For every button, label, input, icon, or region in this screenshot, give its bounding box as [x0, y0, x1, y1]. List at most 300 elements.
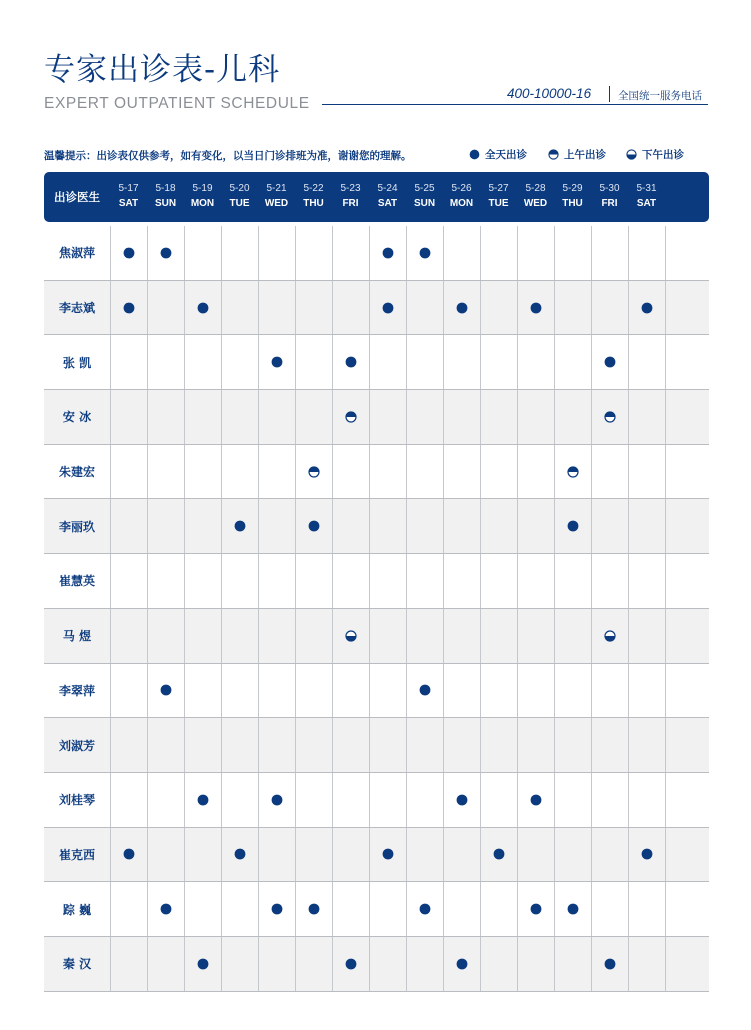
full-day-dot-icon	[419, 684, 431, 696]
day-header	[406, 182, 443, 211]
schedule-cell	[628, 882, 665, 936]
full-day-dot-icon	[160, 247, 172, 259]
schedule-cell	[295, 499, 332, 553]
schedule-cell	[332, 609, 369, 663]
full-day-dot-icon	[530, 903, 542, 915]
day-header	[517, 182, 554, 211]
schedule-cell	[258, 882, 295, 936]
schedule-cell	[258, 226, 295, 280]
full-day-dot-icon	[234, 520, 246, 532]
schedule-cell	[591, 445, 628, 499]
day-weekday: FRI	[601, 198, 618, 209]
full-day-dot-icon	[308, 520, 320, 532]
schedule-cell	[184, 609, 221, 663]
schedule-cell	[517, 226, 554, 280]
schedule-cell	[332, 937, 369, 991]
schedule-cell	[110, 828, 147, 882]
schedule-cell	[184, 281, 221, 335]
schedule-cell	[369, 882, 406, 936]
schedule-cell	[628, 718, 665, 772]
day-date: 5-23	[340, 183, 361, 194]
schedule-cell	[591, 281, 628, 335]
grid-end-line	[665, 828, 719, 882]
schedule-cell	[332, 335, 369, 389]
schedule-cell	[443, 445, 480, 499]
schedule-cell	[147, 554, 184, 608]
schedule-cell	[406, 937, 443, 991]
schedule-cell	[147, 281, 184, 335]
schedule-cell	[554, 664, 591, 718]
schedule-cell	[221, 773, 258, 827]
schedule-cell	[406, 773, 443, 827]
full-day-dot-icon	[271, 356, 283, 368]
notice-text: 温馨提示：出诊表仅供参考，如有变化，以当日门诊排班为准，谢谢您的理解。	[44, 150, 412, 162]
day-weekday: THU	[303, 198, 324, 209]
doctor-name: 崔慧英	[58, 574, 95, 589]
schedule-cell	[184, 718, 221, 772]
full-day-dot-icon	[271, 903, 283, 915]
schedule-cell	[554, 773, 591, 827]
day-header	[369, 182, 406, 211]
doctor-row	[44, 718, 709, 773]
day-header	[443, 182, 480, 211]
schedule-cell	[443, 828, 480, 882]
schedule-cell	[369, 335, 406, 389]
day-weekday: MON	[449, 198, 474, 209]
doctor-row	[44, 609, 709, 664]
full-day-dot-icon	[567, 520, 579, 532]
day-date: 5-25	[414, 183, 435, 194]
schedule-cell	[369, 554, 406, 608]
schedule-cell	[517, 390, 554, 444]
schedule-cell	[258, 390, 295, 444]
full-day-dot-icon	[641, 302, 653, 314]
full-day-dot-icon	[345, 356, 357, 368]
grid-end-line	[665, 718, 719, 772]
schedule-cell	[258, 499, 295, 553]
grid-end-line	[665, 609, 719, 663]
schedule-cell	[628, 609, 665, 663]
schedule-cell	[443, 773, 480, 827]
schedule-cell	[554, 499, 591, 553]
schedule-cell	[628, 664, 665, 718]
schedule-cell	[295, 390, 332, 444]
schedule-cell	[369, 773, 406, 827]
schedule-cell	[184, 937, 221, 991]
schedule-cell	[406, 499, 443, 553]
schedule-cell	[332, 554, 369, 608]
day-header	[147, 182, 184, 211]
schedule-cell	[369, 499, 406, 553]
grid-end-line	[665, 335, 719, 389]
grid-end-line	[665, 445, 719, 499]
schedule-cell	[628, 445, 665, 499]
schedule-header	[44, 172, 709, 222]
schedule-cell	[147, 828, 184, 882]
schedule-cell	[110, 281, 147, 335]
doctor-name: 朱建宏	[58, 465, 95, 480]
schedule-cell	[221, 390, 258, 444]
schedule-cell	[184, 828, 221, 882]
phone-separator	[609, 86, 610, 102]
schedule-cell	[480, 554, 517, 608]
schedule-cell	[628, 554, 665, 608]
day-date: 5-24	[377, 183, 398, 194]
schedule-cell	[147, 499, 184, 553]
day-header	[554, 182, 591, 211]
day-date: 5-26	[451, 183, 472, 194]
schedule-cell	[480, 226, 517, 280]
schedule-cell	[110, 937, 147, 991]
doctor-name: 刘桂琴	[58, 793, 95, 808]
schedule-cell	[517, 445, 554, 499]
full-day-dot-icon	[308, 903, 320, 915]
schedule-cell	[591, 773, 628, 827]
schedule-cell	[369, 937, 406, 991]
schedule-cell	[295, 335, 332, 389]
schedule-cell	[295, 281, 332, 335]
doctor-row	[44, 882, 709, 937]
doctor-row	[44, 390, 709, 445]
schedule-cell	[332, 390, 369, 444]
schedule-cell	[554, 609, 591, 663]
schedule-cell	[258, 773, 295, 827]
schedule-cell	[554, 281, 591, 335]
schedule-cell	[591, 609, 628, 663]
full-day-dot-icon	[567, 903, 579, 915]
schedule-cell	[628, 226, 665, 280]
schedule-cell	[369, 226, 406, 280]
full-day-dot-icon	[123, 302, 135, 314]
schedule-cell	[554, 445, 591, 499]
day-weekday: FRI	[342, 198, 359, 209]
schedule-cell	[221, 335, 258, 389]
schedule-cell	[480, 335, 517, 389]
schedule-cell	[406, 226, 443, 280]
schedule-cell	[258, 554, 295, 608]
full-day-dot-icon	[345, 958, 357, 970]
schedule-cell	[369, 828, 406, 882]
grid-end-line	[665, 226, 719, 280]
schedule-cell	[591, 718, 628, 772]
day-date: 5-18	[155, 183, 176, 194]
full-day-dot-icon	[197, 794, 209, 806]
schedule-cell	[369, 664, 406, 718]
full-day-dot-icon	[469, 149, 480, 160]
schedule-cell	[628, 281, 665, 335]
page-title: 专家出诊表-儿科	[44, 52, 281, 88]
full-day-dot-icon	[530, 302, 542, 314]
schedule-cell	[332, 445, 369, 499]
schedule-cell	[591, 499, 628, 553]
schedule-cell	[221, 718, 258, 772]
full-day-dot-icon	[604, 356, 616, 368]
schedule-cell	[628, 499, 665, 553]
day-date: 5-31	[636, 183, 657, 194]
afternoon-half-dot-icon	[345, 630, 357, 642]
schedule-cell	[406, 828, 443, 882]
schedule-cell	[147, 445, 184, 499]
schedule-cell	[110, 664, 147, 718]
day-header	[628, 182, 665, 211]
schedule-cell	[110, 773, 147, 827]
schedule-cell	[628, 937, 665, 991]
schedule-cell	[480, 390, 517, 444]
schedule-cell	[369, 718, 406, 772]
schedule-cell	[591, 335, 628, 389]
schedule-cell	[258, 718, 295, 772]
schedule-cell	[369, 609, 406, 663]
grid-end-line	[665, 773, 719, 827]
schedule-cell	[295, 882, 332, 936]
schedule-cell	[480, 882, 517, 936]
schedule-cell	[554, 554, 591, 608]
schedule-cell	[110, 445, 147, 499]
day-header	[110, 182, 147, 211]
day-header	[295, 182, 332, 211]
grid-end-line	[665, 937, 719, 991]
day-date: 5-19	[192, 183, 213, 194]
day-weekday: SUN	[413, 198, 436, 209]
day-date: 5-21	[266, 183, 287, 194]
schedule-cell	[110, 718, 147, 772]
day-date: 5-28	[525, 183, 546, 194]
schedule-cell	[332, 773, 369, 827]
schedule-cell	[258, 445, 295, 499]
schedule-cell	[591, 554, 628, 608]
grid-end-line	[665, 499, 719, 553]
schedule-cell	[295, 828, 332, 882]
legend-full-day	[469, 147, 527, 162]
schedule-cell	[110, 882, 147, 936]
schedule-cell	[295, 937, 332, 991]
schedule-cell	[147, 390, 184, 444]
schedule-cell	[147, 664, 184, 718]
schedule-cell	[406, 609, 443, 663]
doctor-name: 崔克西	[58, 847, 95, 862]
schedule-cell	[110, 499, 147, 553]
schedule-cell	[406, 882, 443, 936]
schedule-cell	[554, 226, 591, 280]
day-weekday: TUE	[488, 198, 509, 209]
grid-end-line	[665, 882, 719, 936]
legend-morning	[548, 147, 606, 162]
afternoon-half-dot-icon	[626, 149, 637, 160]
day-header	[480, 182, 517, 211]
full-day-dot-icon	[604, 958, 616, 970]
full-day-dot-icon	[641, 848, 653, 860]
schedule-cell	[406, 335, 443, 389]
day-header	[591, 182, 628, 211]
day-date: 5-29	[562, 183, 583, 194]
full-day-dot-icon	[234, 848, 246, 860]
schedule-cell	[591, 937, 628, 991]
schedule-cell	[406, 554, 443, 608]
day-weekday: WED	[264, 198, 289, 209]
schedule-cell	[443, 718, 480, 772]
schedule-cell	[221, 445, 258, 499]
doctor-row	[44, 554, 709, 609]
schedule-cell	[332, 664, 369, 718]
full-day-dot-icon	[382, 848, 394, 860]
schedule-cell	[480, 609, 517, 663]
doctor-name: 李志斌	[58, 301, 95, 316]
schedule-cell	[295, 445, 332, 499]
page-subtitle: EXPERT OUTPATIENT SCHEDULE	[44, 95, 310, 112]
schedule-cell	[480, 718, 517, 772]
schedule-cell	[184, 882, 221, 936]
schedule-cell	[406, 718, 443, 772]
grid-end-line	[665, 664, 719, 718]
schedule-cell	[295, 554, 332, 608]
schedule-cell	[554, 390, 591, 444]
schedule-cell	[443, 281, 480, 335]
schedule-cell	[221, 882, 258, 936]
day-weekday: SAT	[636, 198, 657, 209]
schedule-cell	[480, 828, 517, 882]
schedule-cell	[554, 937, 591, 991]
morning-half-dot-icon	[345, 411, 357, 423]
schedule-cell	[406, 390, 443, 444]
schedule-cell	[554, 828, 591, 882]
day-weekday: SAT	[377, 198, 398, 209]
schedule-cell	[221, 828, 258, 882]
schedule-cell	[221, 499, 258, 553]
full-day-dot-icon	[123, 848, 135, 860]
full-day-dot-icon	[160, 903, 172, 915]
day-header	[184, 182, 221, 211]
legend-afternoon-label: 下午出诊	[642, 149, 684, 161]
schedule-cell	[591, 828, 628, 882]
schedule-cell	[147, 937, 184, 991]
schedule-cell	[110, 554, 147, 608]
doctor-row	[44, 499, 709, 554]
schedule-cell	[221, 554, 258, 608]
doctor-row	[44, 281, 709, 336]
schedule-cell	[443, 554, 480, 608]
full-day-dot-icon	[456, 302, 468, 314]
schedule-cell	[258, 609, 295, 663]
full-day-dot-icon	[197, 958, 209, 970]
grid-end-line	[665, 554, 719, 608]
schedule-cell	[443, 882, 480, 936]
doctor-name: 踪 巍	[62, 902, 92, 917]
schedule-cell	[591, 664, 628, 718]
schedule-cell	[295, 664, 332, 718]
schedule-cell	[517, 773, 554, 827]
schedule-cell	[147, 882, 184, 936]
schedule-cell	[369, 281, 406, 335]
day-date: 5-20	[229, 183, 250, 194]
schedule-cell	[480, 445, 517, 499]
schedule-cell	[443, 499, 480, 553]
doctor-row	[44, 226, 709, 281]
schedule-cell	[258, 281, 295, 335]
doctor-name: 刘淑芳	[58, 738, 95, 753]
morning-half-dot-icon	[567, 466, 579, 478]
doctor-name: 张 凯	[62, 355, 92, 370]
schedule-cell	[110, 390, 147, 444]
schedule-cell	[147, 226, 184, 280]
day-weekday: SAT	[118, 198, 139, 209]
schedule-cell	[480, 664, 517, 718]
schedule-cell	[369, 390, 406, 444]
schedule-cell	[184, 773, 221, 827]
doctor-name: 李翠萍	[58, 683, 95, 698]
schedule-cell	[628, 773, 665, 827]
schedule-cell	[184, 554, 221, 608]
doctor-name: 焦淑萍	[58, 246, 95, 261]
full-day-dot-icon	[530, 794, 542, 806]
doctor-row	[44, 445, 709, 500]
schedule-cell	[517, 554, 554, 608]
schedule-cell	[591, 882, 628, 936]
schedule-cell	[480, 499, 517, 553]
schedule-cell	[295, 226, 332, 280]
schedule-cell	[443, 937, 480, 991]
schedule-cell	[258, 937, 295, 991]
morning-half-dot-icon	[308, 466, 320, 478]
schedule-cell	[184, 390, 221, 444]
service-phone[interactable]: 400-10000-16	[507, 86, 592, 101]
doctor-name: 马 煜	[62, 629, 92, 644]
doctor-row	[44, 773, 709, 828]
schedule-cell	[184, 664, 221, 718]
schedule-cell	[184, 226, 221, 280]
day-weekday: MON	[190, 198, 215, 209]
schedule-cell	[443, 226, 480, 280]
full-day-dot-icon	[493, 848, 505, 860]
schedule-cell	[480, 773, 517, 827]
schedule-cell	[517, 937, 554, 991]
schedule-cell	[147, 773, 184, 827]
schedule-cell	[332, 828, 369, 882]
schedule-cell	[406, 281, 443, 335]
title-divider	[322, 104, 708, 105]
doctor-name: 安 冰	[62, 410, 92, 425]
schedule-cell	[295, 718, 332, 772]
schedule-cell	[295, 773, 332, 827]
schedule-cell	[517, 609, 554, 663]
day-date: 5-27	[488, 183, 509, 194]
day-header	[332, 182, 369, 211]
schedule-cell	[147, 335, 184, 389]
day-weekday: SUN	[154, 198, 177, 209]
schedule-cell	[184, 499, 221, 553]
doctor-name: 秦 汉	[62, 957, 92, 972]
schedule-cell	[332, 281, 369, 335]
schedule-cell	[110, 226, 147, 280]
full-day-dot-icon	[197, 302, 209, 314]
schedule-cell	[147, 718, 184, 772]
legend-afternoon	[626, 147, 684, 162]
schedule-cell	[591, 226, 628, 280]
schedule-cell	[554, 882, 591, 936]
day-date: 5-22	[303, 183, 324, 194]
schedule-cell	[332, 226, 369, 280]
schedule-cell	[258, 335, 295, 389]
schedule-cell	[480, 281, 517, 335]
day-date: 5-30	[599, 183, 620, 194]
full-day-dot-icon	[419, 247, 431, 259]
schedule-cell	[480, 937, 517, 991]
schedule-cell	[110, 609, 147, 663]
schedule-cell	[517, 718, 554, 772]
day-weekday: TUE	[229, 198, 250, 209]
full-day-dot-icon	[271, 794, 283, 806]
day-weekday: WED	[523, 198, 548, 209]
day-header	[221, 182, 258, 211]
